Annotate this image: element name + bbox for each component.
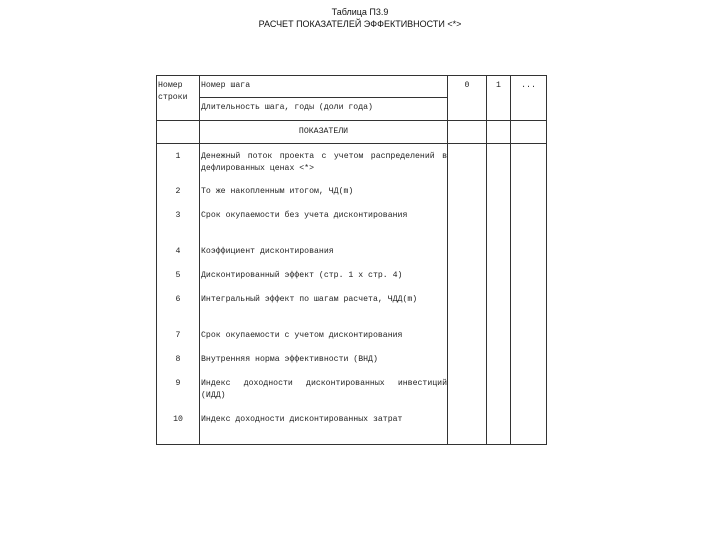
step-duration-label: Длительность шага, годы (доли года) <box>201 103 373 112</box>
row-number: 5 <box>175 271 181 280</box>
row-number: 9 <box>175 379 181 388</box>
table-label: Таблица П3.9 <box>331 7 389 17</box>
step-col-divider-2 <box>510 75 511 445</box>
row-number: 7 <box>175 331 181 340</box>
row-number: 2 <box>175 187 181 196</box>
row-label: То же накопленным итогом, ЧД(m) <box>201 187 354 196</box>
row-number: 6 <box>175 295 181 304</box>
step-column-more: ... <box>521 81 536 90</box>
row-label: Индекс доходности дисконтированных затрат <box>201 415 403 424</box>
label-divider <box>447 75 448 445</box>
row-number: 3 <box>175 211 181 220</box>
step-number-label: Номер шага <box>201 81 251 90</box>
row-number-header: Номер строки <box>158 81 188 102</box>
section-divider <box>156 143 547 144</box>
row-number: 1 <box>175 152 181 161</box>
step-col-divider-1 <box>486 75 487 445</box>
row-label: Внутренняя норма эффективности (ВНД) <box>201 355 378 364</box>
row-label: Коэффициент дисконтирования <box>201 247 334 256</box>
step-column-1: 1 <box>496 81 501 90</box>
row-label: Дисконтированный эффект (стр. 1 x стр. 4) <box>201 271 403 280</box>
table-border-top <box>156 75 547 76</box>
step-column-0: 0 <box>464 81 470 90</box>
row-label: Денежный поток проекта с учетом распределений в дефлированных ценах <*> <box>201 152 447 173</box>
indicators-table <box>156 75 547 445</box>
row-number: 10 <box>173 415 183 424</box>
table-title: РАСЧЕТ ПОКАЗАТЕЛЕЙ ЭФФЕКТИВНОСТИ <*> <box>258 19 462 29</box>
row-number: 8 <box>175 355 181 364</box>
section-title: ПОКАЗАТЕЛИ <box>298 127 349 136</box>
header-divider <box>156 120 547 121</box>
table-border-right <box>546 75 547 445</box>
header-subdivider <box>199 97 447 98</box>
row-number: 4 <box>175 247 181 256</box>
row-label: Интегральный эффект по шагам расчета, ЧДД(m) <box>201 295 418 304</box>
table-border-bottom <box>156 444 547 445</box>
row-label: Срок окупаемости с учетом дисконтирования <box>201 331 403 340</box>
row-label: Срок окупаемости без учета дисконтирования <box>201 211 408 220</box>
row-label: Индекс доходности дисконтированных инвестиций (ИДД) <box>201 379 447 400</box>
